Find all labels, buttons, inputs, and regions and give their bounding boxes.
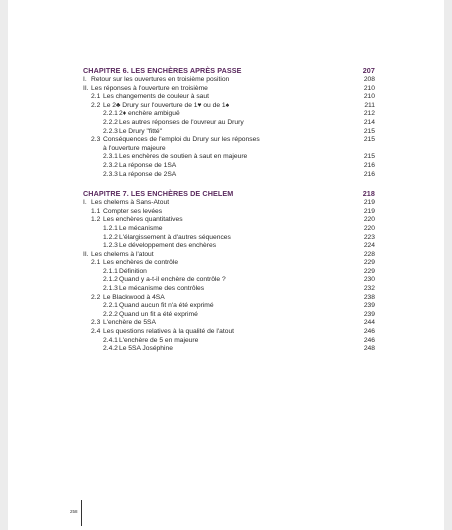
entry-page: 220 bbox=[363, 216, 375, 224]
entry-label: à l'ouverture majeure bbox=[103, 144, 166, 152]
toc-entry[interactable] bbox=[83, 285, 375, 294]
entry-label: Quand aucun fit n'a été exprimé bbox=[119, 302, 214, 310]
entry-label: L'élargissement à d'autres séquences bbox=[119, 233, 231, 241]
toc-entry[interactable] bbox=[83, 102, 375, 111]
entry-page: 211 bbox=[364, 101, 375, 109]
entry-page: 215 bbox=[363, 136, 375, 144]
toc-entry[interactable] bbox=[83, 328, 375, 337]
entry-number: 2.2.3 bbox=[103, 127, 118, 135]
entry-page: 219 bbox=[363, 207, 375, 215]
entry-number: 1.1 bbox=[91, 207, 101, 215]
toc-entry[interactable] bbox=[83, 259, 375, 268]
toc-entry[interactable] bbox=[83, 345, 375, 354]
entry-number: I. bbox=[83, 76, 87, 83]
chapter-title: CHAPITRE 6. LES ENCHÈRES APRÈS PASSE bbox=[83, 66, 242, 75]
entry-label: Les chelems à l'atout bbox=[91, 250, 154, 258]
entry-number: 2.1 bbox=[91, 93, 101, 101]
entry-label: Compter ses levées bbox=[103, 207, 163, 215]
toc-entry[interactable] bbox=[83, 276, 375, 285]
entry-page: 216 bbox=[363, 170, 375, 178]
entry-label: L'enchère de 5 en majeure bbox=[119, 336, 199, 344]
entry-number: 2.1.2 bbox=[103, 276, 118, 284]
entry-page: 239 bbox=[363, 310, 375, 318]
entry-label: Les enchères de soutien à saut en majeure bbox=[119, 153, 248, 161]
entry-number: I. bbox=[83, 199, 87, 207]
entry-label: Retour sur les ouvertures en troisième position bbox=[91, 76, 230, 83]
entry-number: 2.2.1 bbox=[103, 302, 118, 310]
entry-label: Définition bbox=[119, 267, 147, 275]
entry-number: 2.2 bbox=[91, 101, 101, 109]
footer-rule bbox=[81, 500, 82, 526]
entry-page: 224 bbox=[363, 242, 375, 250]
entry-label: Quand y a-t-il enchère de contrôle ? bbox=[119, 276, 226, 284]
entry-label: Conséquences de l'emploi du Drury sur les réponses bbox=[103, 136, 260, 144]
chapter-page: 218 bbox=[362, 189, 375, 199]
toc-entry[interactable] bbox=[83, 85, 375, 94]
entry-page: 228 bbox=[363, 250, 375, 258]
toc-entry[interactable] bbox=[83, 319, 375, 328]
chapter-heading bbox=[83, 66, 375, 76]
toc-entry[interactable] bbox=[83, 199, 375, 208]
entry-label: La réponse de 1SA bbox=[119, 161, 177, 169]
toc-entry[interactable] bbox=[83, 216, 375, 225]
entry-page: 239 bbox=[363, 302, 375, 310]
toc-entry[interactable] bbox=[83, 136, 375, 145]
entry-label: Les enchères quantitatives bbox=[103, 216, 183, 224]
toc-entry[interactable] bbox=[83, 268, 375, 277]
toc-entry[interactable] bbox=[83, 311, 375, 320]
entry-label: Les réponses à l'ouverture en troisième bbox=[91, 84, 208, 92]
entry-number: 2.3 bbox=[91, 319, 101, 327]
entry-page: 216 bbox=[363, 161, 375, 169]
entry-label: Les autres réponses de l'ouvreur au Drury bbox=[119, 118, 244, 126]
entry-page: 246 bbox=[363, 328, 375, 336]
entry-number: 1.2 bbox=[91, 216, 101, 224]
entry-label: Le mécanisme des contrôles bbox=[119, 285, 205, 293]
entry-number: 2.1.1 bbox=[103, 267, 118, 275]
entry-label: Les questions relatives à la qualité de l'atout bbox=[103, 328, 235, 336]
entry-label: Les changements de couleur à saut bbox=[103, 93, 209, 101]
entry-label: L'enchère de 5SA bbox=[103, 319, 156, 327]
entry-number: 2.4.1 bbox=[103, 336, 118, 344]
entry-number: 2.4.2 bbox=[103, 345, 118, 353]
entry-label: Le développement des enchères bbox=[119, 242, 217, 250]
entry-label: Le 5SA Joséphine bbox=[119, 345, 173, 353]
entry-page: 246 bbox=[363, 336, 375, 344]
entry-label: Quand un fit a été exprimé bbox=[119, 310, 198, 318]
entry-number: 2.2.2 bbox=[103, 310, 118, 318]
toc-entry[interactable] bbox=[83, 251, 375, 260]
toc-entry[interactable] bbox=[83, 225, 375, 234]
entry-number: II. bbox=[83, 250, 89, 258]
entry-page: 230 bbox=[363, 276, 375, 284]
entry-number: 1.2.1 bbox=[103, 224, 118, 232]
entry-label: Les enchères de contrôle bbox=[103, 259, 179, 267]
toc-entry[interactable] bbox=[83, 153, 375, 162]
page-number: 258 bbox=[70, 509, 78, 514]
chapter-page: 207 bbox=[362, 66, 375, 75]
entry-page: 208 bbox=[363, 76, 375, 83]
entry-label: La réponse de 2SA bbox=[119, 170, 177, 178]
toc-entry[interactable] bbox=[83, 128, 375, 137]
toc-entry[interactable] bbox=[83, 208, 375, 217]
entry-number: 2.2.1 bbox=[103, 110, 118, 118]
toc-entry[interactable] bbox=[83, 171, 375, 180]
entry-number: 2.3.3 bbox=[103, 170, 118, 178]
entry-page: 215 bbox=[363, 127, 375, 135]
toc-entry[interactable] bbox=[83, 93, 375, 102]
toc-entry[interactable] bbox=[83, 162, 375, 171]
table-of-contents bbox=[83, 66, 375, 354]
entry-page: 229 bbox=[363, 259, 375, 267]
entry-number: 2.2 bbox=[91, 293, 101, 301]
entry-number: 2.4 bbox=[91, 328, 101, 336]
toc-entry[interactable] bbox=[83, 119, 375, 128]
toc-entry[interactable] bbox=[83, 234, 375, 243]
entry-label: Le Blackwood à 4SA bbox=[103, 293, 165, 301]
entry-label: Le mécanisme bbox=[119, 224, 163, 232]
toc-entry[interactable] bbox=[83, 76, 375, 85]
entry-number: 2.3 bbox=[91, 136, 101, 144]
toc-entry[interactable] bbox=[83, 145, 375, 154]
entry-label: Le Drury "fitté" bbox=[119, 127, 163, 135]
entry-label: 2♦ enchère ambiguë bbox=[119, 110, 180, 118]
entry-label: Le 2♣ Drury sur l'ouverture de 1♥ ou de 1♠ bbox=[103, 101, 230, 109]
entry-page: 244 bbox=[363, 319, 375, 327]
chapter-gap bbox=[83, 179, 375, 189]
entry-page: 229 bbox=[363, 267, 375, 275]
entry-number: 2.1.3 bbox=[103, 285, 118, 293]
entry-page: 232 bbox=[363, 285, 375, 293]
entry-page: 210 bbox=[363, 93, 375, 101]
entry-page: 248 bbox=[363, 345, 375, 353]
entry-page: 238 bbox=[363, 293, 375, 301]
entry-page: 215 bbox=[363, 153, 375, 161]
chapter-heading bbox=[83, 189, 375, 199]
entry-number: II. bbox=[83, 84, 89, 92]
entry-page: 219 bbox=[363, 199, 375, 207]
entry-number: 2.2.2 bbox=[103, 118, 118, 126]
entry-number: 1.2.2 bbox=[103, 233, 118, 241]
entry-number: 2.1 bbox=[91, 259, 101, 267]
toc-entry[interactable] bbox=[83, 337, 375, 346]
entry-number: 2.3.1 bbox=[103, 153, 118, 161]
chapter-title: CHAPITRE 7. LES ENCHÈRES DE CHELEM bbox=[83, 189, 234, 199]
entry-number: 1.2.3 bbox=[103, 242, 118, 250]
entry-page: 220 bbox=[363, 224, 375, 232]
entry-label: Les chelems à Sans-Atout bbox=[91, 199, 170, 207]
toc-entry[interactable] bbox=[83, 302, 375, 311]
toc-entry[interactable] bbox=[83, 242, 375, 251]
entry-page: 214 bbox=[363, 118, 375, 126]
entry-page: 212 bbox=[363, 110, 375, 118]
entry-page: 210 bbox=[363, 84, 375, 92]
entry-number: 2.3.2 bbox=[103, 161, 118, 169]
entry-page: 223 bbox=[363, 233, 375, 241]
book-page bbox=[8, 0, 444, 530]
toc-entry[interactable] bbox=[83, 110, 375, 119]
toc-entry[interactable] bbox=[83, 294, 375, 303]
